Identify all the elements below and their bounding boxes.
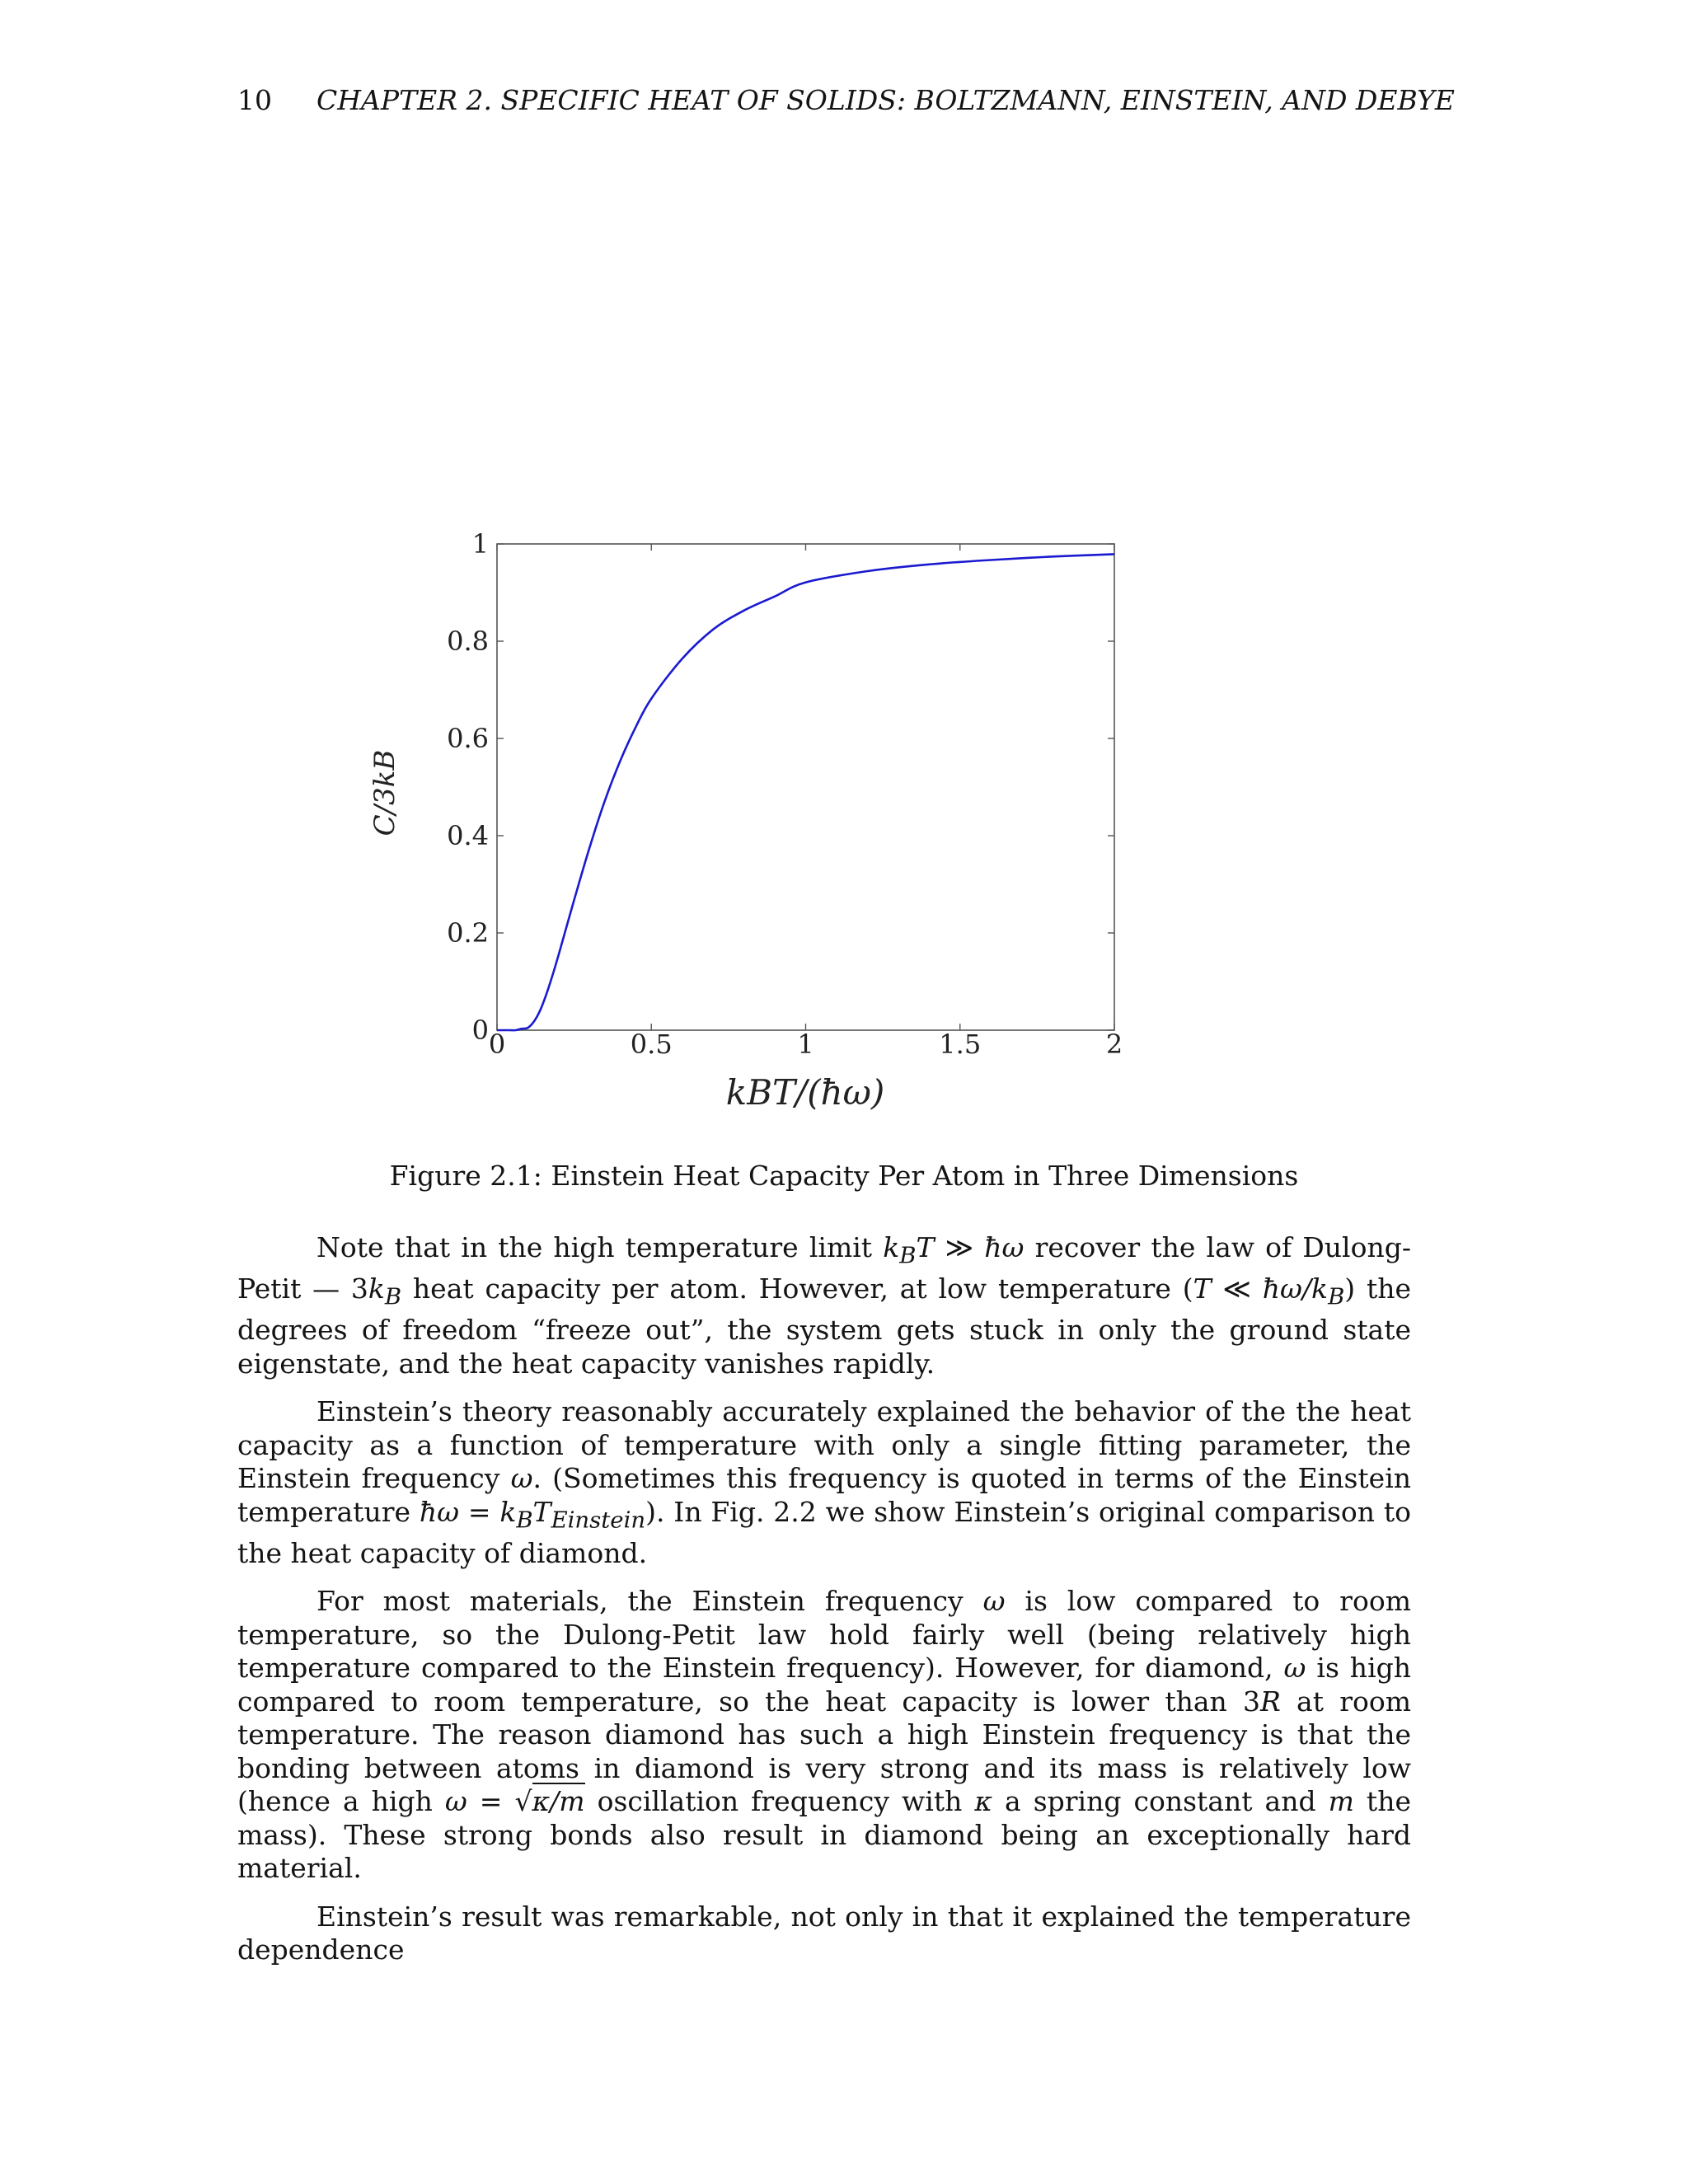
x-tick-label: 1.5: [939, 1029, 982, 1060]
y-tick-label: 0.6: [447, 723, 489, 754]
y-tick-label: 0.8: [447, 626, 489, 657]
y-tick-label: 0.2: [447, 917, 489, 949]
series-line: [497, 554, 1114, 1030]
figure-caption: Figure 2.1: Einstein Heat Capacity Per Atom in Three Dimensions: [389, 1160, 1299, 1192]
plot-frame: [497, 544, 1114, 1030]
x-axis-label: kBT/(ħω): [725, 1072, 885, 1113]
y-tick-label: 0: [471, 1015, 489, 1046]
x-tick-label: 1: [797, 1029, 814, 1060]
chart-ticks: [447, 528, 1123, 1060]
paragraph-4: Einstein’s result was remarkable, not only in that it explained the temperature dependence: [237, 1900, 1411, 1966]
y-axis-label: C/3kB: [368, 749, 401, 837]
paragraph-1: Note that in the high temperature limit $k_BT$ ≫ ħω recover the law of Dulong-Petit — $3k_B$ heat capacity per atom. However, at low temperature (T ≪ $ħ\omega/k_B$) the degrees of freedom “freeze out”, the system gets stuck in only the ground state eigenstate, and the heat capacity vanishes rapidly.: [237, 1231, 1412, 1380]
paragraph-3: For most materials, the Einstein frequency ω is low compared to room temperature, so the Dulong-Petit law hold fairly well (being relatively high temperature compared to the Einstein frequency). However, for diamond, ω is high compared to room temperature, so the heat capacity is lower than 3R at room temperature. The reason diamond has such a high Einstein frequency is that the bonding between atoms in diamond is very strong and its mass is relatively low (hence a high ω = √κ/m oscillation frequency with κ a spring constant and m the mass). These strong bonds also result in diamond being an exceptionally hard material.: [237, 1585, 1412, 1885]
y-tick-label: 0.4: [447, 820, 489, 851]
x-tick-label: 0: [488, 1029, 506, 1060]
chart-axes: [497, 544, 1114, 1030]
x-tick-label: 0.5: [630, 1029, 673, 1060]
paragraph-2: Einstein’s theory reasonably accurately explained the behavior of the the heat capacity as a function of temperature with only a single fitting parameter, the Einstein frequency ω. (Sometimes this frequency is quoted in terms of the Einstein temperature ħω = $k_BT_{Einstein}$). In Fig. 2.2 we show Einstein’s original comparison to the heat capacity of diamond.: [237, 1395, 1412, 1569]
x-tick-label: 2: [1105, 1029, 1123, 1060]
y-tick-label: 1: [471, 528, 489, 560]
page-number: 10: [237, 84, 272, 116]
chapter-title: CHAPTER 2. SPECIFIC HEAT OF SOLIDS: BOLTZMANN, EINSTEIN, AND DEBYE: [316, 84, 1456, 116]
chart-series: [497, 554, 1114, 1030]
body-text: [237, 1231, 1411, 1982]
